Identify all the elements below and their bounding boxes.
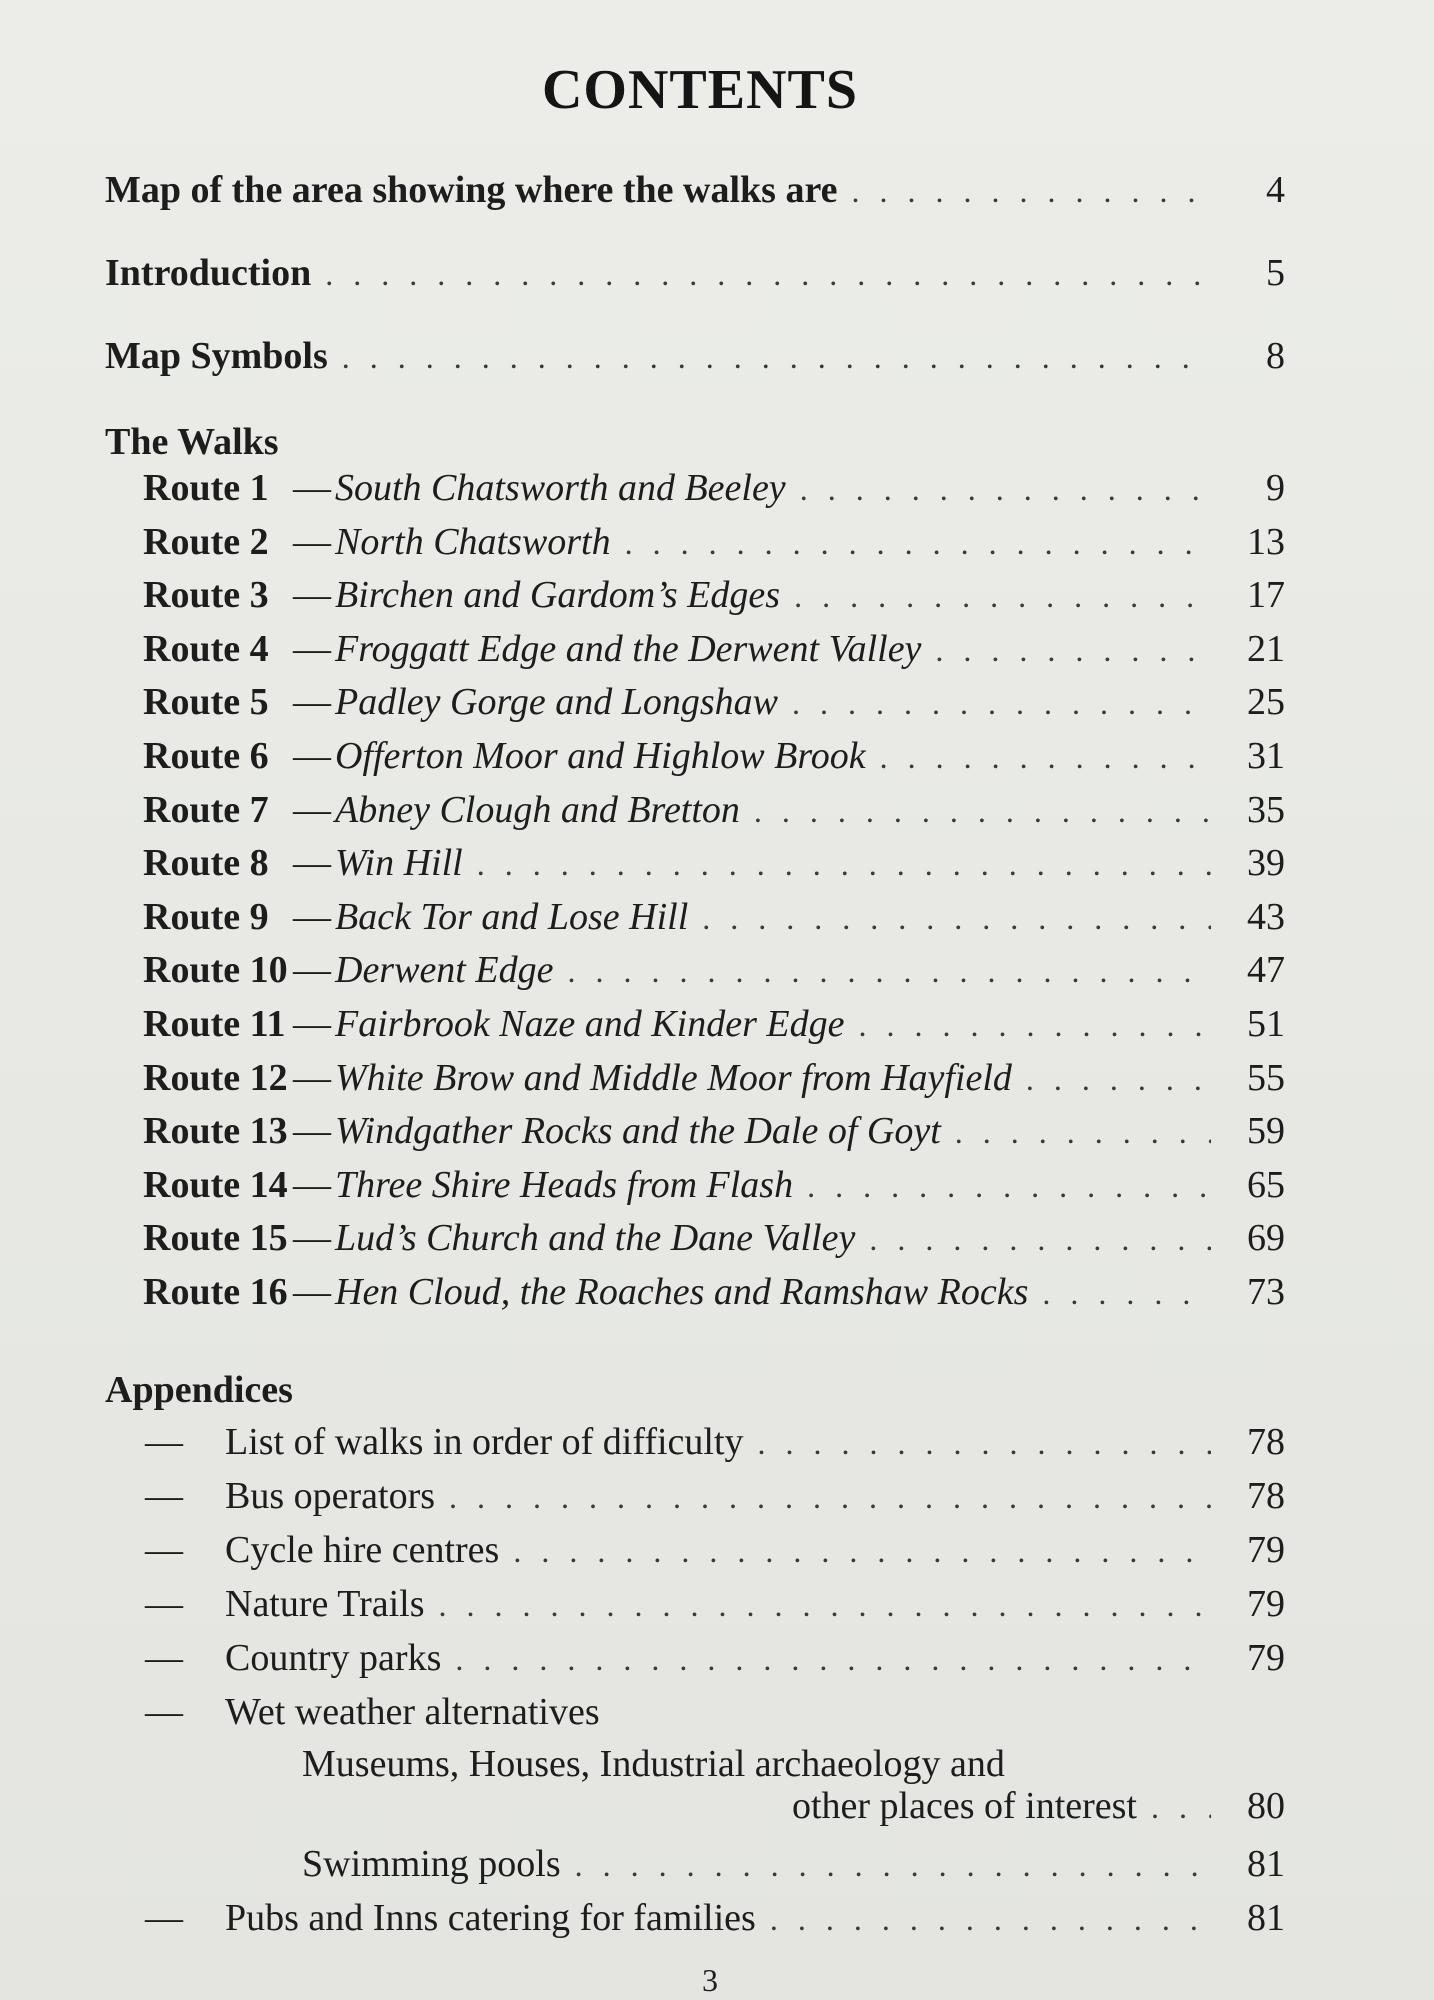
route-page: 65 bbox=[1247, 1164, 1285, 1206]
entry-dash: — bbox=[145, 1637, 183, 1679]
toc-entry-map[interactable] bbox=[105, 168, 1285, 224]
dot-leader bbox=[792, 685, 1211, 722]
dot-leader bbox=[702, 900, 1211, 937]
route-page: 73 bbox=[1247, 1271, 1285, 1313]
toc-entry-label: other places of interest bbox=[791, 1785, 1137, 1827]
route-entry[interactable] bbox=[143, 466, 1285, 522]
toc-entry-label: Introduction bbox=[105, 252, 312, 294]
route-dash: — bbox=[293, 842, 331, 884]
entry-dash: — bbox=[145, 1691, 183, 1733]
appendices-heading: Appendices bbox=[105, 1369, 293, 1411]
route-dash: — bbox=[293, 896, 331, 938]
route-page: 69 bbox=[1247, 1217, 1285, 1259]
route-name: South Chatsworth and Beeley bbox=[335, 467, 786, 509]
dot-leader bbox=[880, 739, 1211, 776]
dot-leader bbox=[955, 1114, 1211, 1151]
route-name: Three Shire Heads from Flash bbox=[335, 1164, 794, 1206]
route-label: Route 10 bbox=[143, 949, 288, 991]
route-dash: — bbox=[293, 521, 331, 563]
toc-entry-swimming-pools[interactable] bbox=[302, 1842, 1285, 1898]
route-label: Route 16 bbox=[143, 1271, 288, 1313]
route-entry[interactable] bbox=[143, 788, 1285, 844]
route-name: Derwent Edge bbox=[335, 949, 554, 991]
toc-entry-page: 81 bbox=[1247, 1843, 1285, 1885]
route-page: 9 bbox=[1266, 467, 1285, 509]
route-dash: — bbox=[293, 1057, 331, 1099]
toc-entry-introduction[interactable] bbox=[105, 251, 1285, 307]
page-title: CONTENTS bbox=[541, 59, 859, 121]
route-dash: — bbox=[293, 949, 331, 991]
route-name: Fairbrook Naze and Kinder Edge bbox=[335, 1003, 845, 1045]
toc-entry-label: Pubs and Inns catering for families bbox=[225, 1897, 756, 1939]
route-name: North Chatsworth bbox=[335, 521, 611, 563]
appendix-entry[interactable] bbox=[145, 1636, 1285, 1692]
toc-entry-page: 80 bbox=[1247, 1785, 1285, 1827]
dot-leader bbox=[342, 339, 1211, 376]
route-name: Padley Gorge and Longshaw bbox=[335, 681, 778, 723]
route-dash: — bbox=[293, 1217, 331, 1259]
toc-entry-label: Swimming pools bbox=[302, 1843, 561, 1885]
appendix-label: Cycle hire centres bbox=[225, 1529, 500, 1571]
dot-leader bbox=[852, 173, 1211, 210]
route-name: Lud’s Church and the Dane Valley bbox=[335, 1217, 856, 1259]
toc-entry-label: Map Symbols bbox=[105, 335, 328, 377]
route-page: 17 bbox=[1247, 574, 1285, 616]
route-label: Route 11 bbox=[143, 1003, 286, 1045]
route-label: Route 15 bbox=[143, 1217, 288, 1259]
appendix-label: Bus operators bbox=[225, 1475, 436, 1517]
route-entry[interactable] bbox=[143, 1002, 1285, 1058]
route-name: Windgather Rocks and the Dale of Goyt bbox=[335, 1110, 941, 1152]
dot-leader bbox=[575, 1847, 1211, 1884]
route-entry[interactable] bbox=[143, 895, 1285, 951]
route-dash: — bbox=[293, 628, 331, 670]
toc-entry-pubs[interactable] bbox=[145, 1896, 1285, 1952]
appendix-entry[interactable] bbox=[145, 1420, 1285, 1476]
appendix-entry[interactable] bbox=[145, 1582, 1285, 1638]
dot-leader bbox=[869, 1221, 1211, 1258]
entry-dash: — bbox=[145, 1475, 183, 1517]
dot-leader bbox=[758, 1425, 1211, 1462]
route-page: 59 bbox=[1247, 1110, 1285, 1152]
appendix-page: 79 bbox=[1247, 1583, 1285, 1625]
route-entry[interactable] bbox=[143, 627, 1285, 683]
toc-entry-page: 8 bbox=[1266, 335, 1285, 377]
route-label: Route 4 bbox=[143, 628, 269, 670]
route-dash: — bbox=[293, 467, 331, 509]
walks-heading: The Walks bbox=[105, 421, 279, 463]
toc-entry-map-symbols[interactable] bbox=[105, 334, 1285, 390]
toc-entry-wet-weather[interactable] bbox=[145, 1690, 1285, 1746]
dot-leader bbox=[1151, 1789, 1211, 1826]
appendix-entry[interactable] bbox=[145, 1474, 1285, 1530]
toc-entry-museums[interactable] bbox=[302, 1784, 1285, 1840]
route-label: Route 9 bbox=[143, 896, 269, 938]
dot-leader bbox=[935, 632, 1211, 669]
route-name: Birchen and Gardom’s Edges bbox=[335, 574, 781, 616]
route-label: Route 1 bbox=[143, 467, 269, 509]
route-entry[interactable] bbox=[143, 1270, 1285, 1326]
route-name: Abney Clough and Bretton bbox=[335, 789, 740, 831]
toc-entry-label: Wet weather alternatives bbox=[225, 1691, 600, 1733]
dot-leader bbox=[770, 1901, 1211, 1938]
entry-dash: — bbox=[145, 1897, 183, 1939]
route-dash: — bbox=[293, 735, 331, 777]
route-page: 31 bbox=[1247, 735, 1285, 777]
dot-leader bbox=[625, 525, 1211, 562]
route-dash: — bbox=[293, 789, 331, 831]
dot-leader bbox=[754, 793, 1211, 830]
dot-leader bbox=[1026, 1061, 1211, 1098]
route-entry[interactable] bbox=[143, 680, 1285, 736]
dot-leader bbox=[858, 1007, 1211, 1044]
route-entry[interactable] bbox=[143, 1163, 1285, 1219]
route-page: 21 bbox=[1247, 628, 1285, 670]
route-dash: — bbox=[293, 681, 331, 723]
route-page: 55 bbox=[1247, 1057, 1285, 1099]
route-page: 43 bbox=[1247, 896, 1285, 938]
museums-line-1: Museums, Houses, Industrial archaeology and bbox=[302, 1743, 1005, 1785]
entry-dash: — bbox=[145, 1421, 183, 1463]
route-page: 13 bbox=[1247, 521, 1285, 563]
route-dash: — bbox=[293, 574, 331, 616]
dot-leader bbox=[800, 471, 1211, 508]
route-entry[interactable] bbox=[143, 520, 1285, 576]
appendix-label: List of walks in order of difficulty bbox=[225, 1421, 744, 1463]
dot-leader bbox=[477, 846, 1211, 883]
dot-leader bbox=[439, 1587, 1212, 1624]
route-label: Route 7 bbox=[143, 789, 269, 831]
route-dash: — bbox=[293, 1003, 331, 1045]
route-name: Back Tor and Lose Hill bbox=[335, 896, 689, 938]
route-entry[interactable] bbox=[143, 1216, 1285, 1272]
dot-leader bbox=[807, 1168, 1211, 1205]
route-label: Route 14 bbox=[143, 1164, 288, 1206]
dot-leader bbox=[513, 1533, 1211, 1570]
appendix-page: 78 bbox=[1247, 1475, 1285, 1517]
route-name: White Brow and Middle Moor from Hayfield bbox=[335, 1057, 1012, 1099]
route-entry[interactable] bbox=[143, 1109, 1285, 1165]
route-label: Route 6 bbox=[143, 735, 269, 777]
route-page: 47 bbox=[1247, 949, 1285, 991]
route-dash: — bbox=[293, 1164, 331, 1206]
appendix-page: 79 bbox=[1247, 1529, 1285, 1571]
route-page: 25 bbox=[1247, 681, 1285, 723]
entry-dash: — bbox=[145, 1529, 183, 1571]
appendix-label: Country parks bbox=[225, 1637, 442, 1679]
toc-entry-page: 5 bbox=[1266, 252, 1285, 294]
dot-leader bbox=[1042, 1275, 1211, 1312]
dot-leader bbox=[455, 1641, 1211, 1678]
appendix-page: 79 bbox=[1247, 1637, 1285, 1679]
appendix-entry[interactable] bbox=[145, 1528, 1285, 1584]
route-label: Route 13 bbox=[143, 1110, 288, 1152]
route-entry[interactable] bbox=[143, 573, 1285, 629]
route-name: Win Hill bbox=[335, 842, 463, 884]
route-label: Route 3 bbox=[143, 574, 269, 616]
toc-entry-page: 81 bbox=[1247, 1897, 1285, 1939]
dot-leader bbox=[325, 256, 1211, 293]
appendix-page: 78 bbox=[1247, 1421, 1285, 1463]
route-entry[interactable] bbox=[143, 948, 1285, 1004]
route-label: Route 5 bbox=[143, 681, 269, 723]
dot-leader bbox=[567, 953, 1211, 990]
dot-leader bbox=[794, 578, 1211, 615]
dot-leader bbox=[449, 1479, 1211, 1516]
route-dash: — bbox=[293, 1271, 331, 1313]
toc-entry-page: 4 bbox=[1266, 169, 1285, 211]
route-entry[interactable] bbox=[143, 734, 1285, 790]
route-entry[interactable] bbox=[143, 1056, 1285, 1112]
route-name: Hen Cloud, the Roaches and Ramshaw Rocks bbox=[335, 1271, 1029, 1313]
route-page: 39 bbox=[1247, 842, 1285, 884]
route-page: 35 bbox=[1247, 789, 1285, 831]
route-page: 51 bbox=[1247, 1003, 1285, 1045]
route-label: Route 12 bbox=[143, 1057, 288, 1099]
appendix-label: Nature Trails bbox=[225, 1583, 425, 1625]
entry-dash: — bbox=[145, 1583, 183, 1625]
route-label: Route 2 bbox=[143, 521, 269, 563]
route-name: Offerton Moor and Highlow Brook bbox=[335, 735, 866, 777]
page-number: 3 bbox=[702, 1962, 718, 1998]
toc-entry-label: Map of the area showing where the walks are bbox=[105, 169, 838, 211]
route-label: Route 8 bbox=[143, 842, 269, 884]
route-name: Froggatt Edge and the Derwent Valley bbox=[335, 628, 922, 670]
route-entry[interactable] bbox=[143, 841, 1285, 897]
route-dash: — bbox=[293, 1110, 331, 1152]
